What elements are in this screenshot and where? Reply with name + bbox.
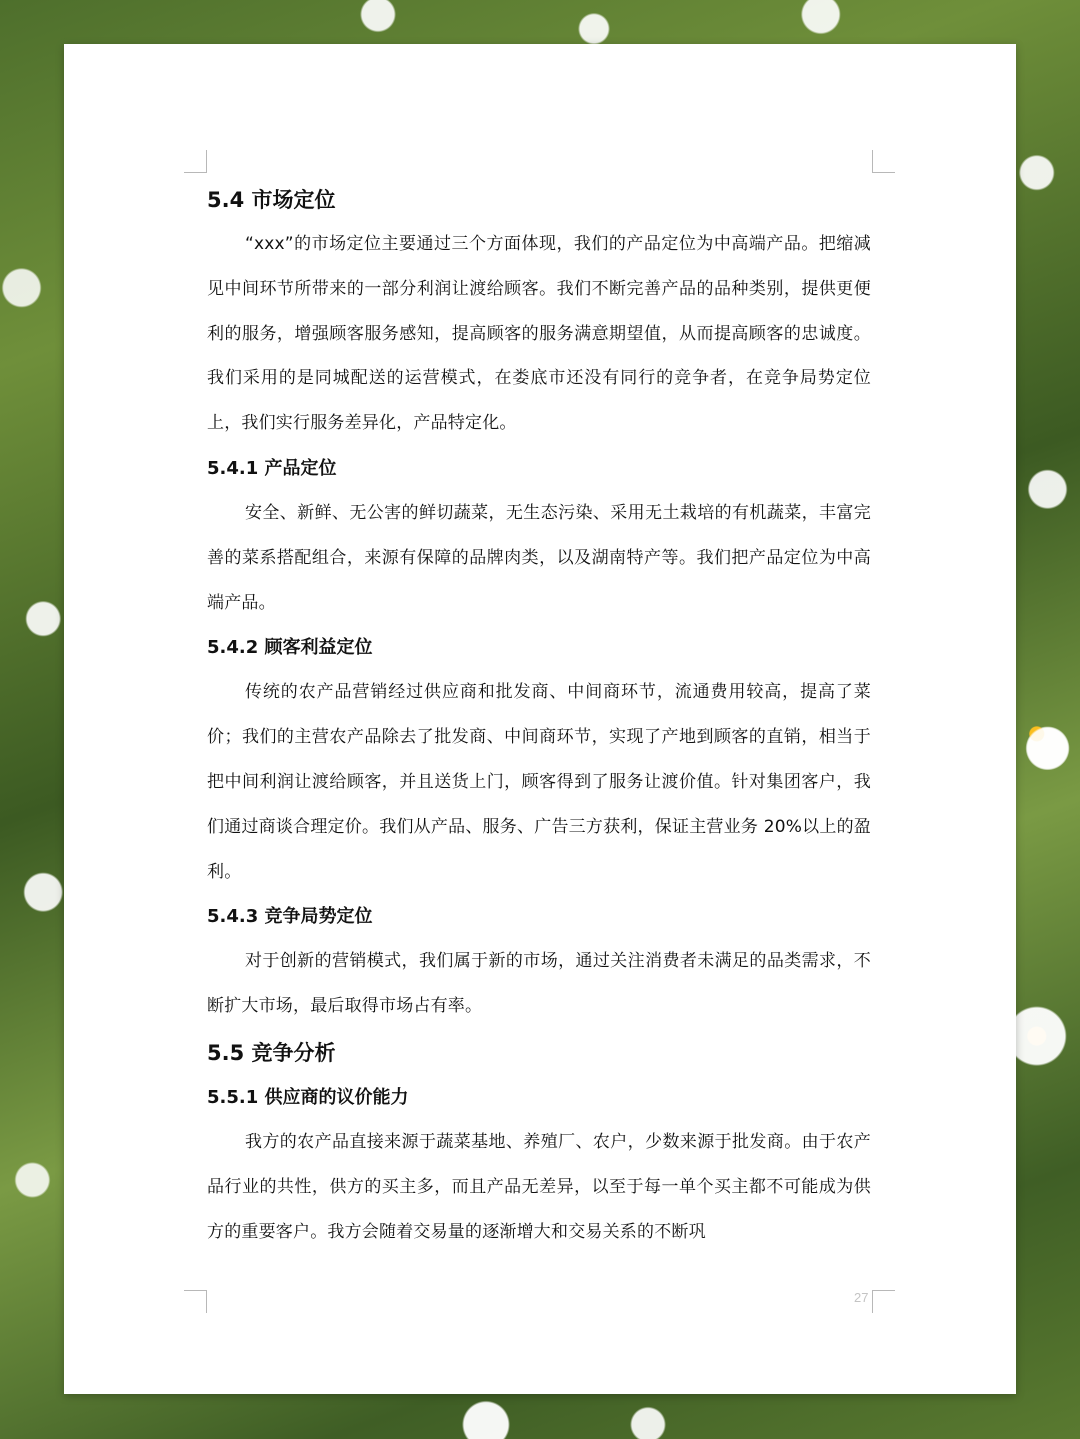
- subsection-heading-5-5-1: 5.5.1 供应商的议价能力: [207, 1086, 409, 1108]
- crop-mark-top-left: [184, 150, 207, 173]
- crop-mark-bottom-left: [184, 1290, 207, 1313]
- subsection-paragraph: 我方的农产品直接来源于蔬菜基地、养殖厂、农户，少数来源于批发商。由于农产品行业的共性，供方的买主多，而且产品无差异，以至于每一单个买主都不可能成为供方的重要客户。我方会随着交易量的逐渐增大和交易关系的不断巩: [207, 1131, 871, 1242]
- section-paragraph: “xxx”的市场定位主要通过三个方面体现，我们的产品定位为中高端产品。把缩减见中间环节所带来的一部分利润让渡给顾客。我们不断完善产品的品种类别，提供更便利的服务，增强顾客服务感知，提高顾客的服务满意期望值，从而提高顾客的忠诚度。我们采用的是同城配送的运营模式，在娄底市还没有同行的竞争者，在竞争局势定位上，我们实行服务差异化，产品特定化。: [207, 234, 871, 434]
- crop-mark-top-right: [872, 150, 895, 173]
- subsection-paragraph: 安全、新鲜、无公害的鲜切蔬菜，无生态污染、采用无土栽培的有机蔬菜，丰富完善的菜系搭配组合，来源有保障的品牌肉类，以及湖南特产等。我们把产品定位为中高端产品。: [207, 502, 871, 613]
- crop-mark-bottom-right: [872, 1290, 895, 1313]
- subsection-heading-5-4-3: 5.4.3 竞争局势定位: [207, 906, 373, 928]
- subsection-paragraph: 对于创新的营销模式，我们属于新的市场，通过关注消费者未满足的品类需求，不断扩大市场，最后取得市场占有率。: [207, 951, 871, 1017]
- subsection-heading-5-4-1: 5.4.1 产品定位: [207, 457, 337, 479]
- section-heading-5-5: 5.5 竞争分析: [207, 1040, 336, 1065]
- page-number: 27: [854, 1290, 869, 1305]
- page-content: [207, 178, 871, 1254]
- section-heading-5-4: 5.4 市场定位: [207, 188, 336, 212]
- subsection-heading-5-4-2: 5.4.2 顾客利益定位: [207, 637, 373, 659]
- subsection-paragraph: 传统的农产品营销经过供应商和批发商、中间商环节，流通费用较高，提高了菜价；我们的主营农产品除去了批发商、中间商环节，实现了产地到顾客的直销，相当于把中间利润让渡给顾客，并且送货上门，顾客得到了服务让渡价值。针对集团客户，我们通过商谈合理定价。我们从产品、服务、广告三方获利，保证主营业务 20%以上的盈利。: [207, 682, 871, 882]
- document-page: [64, 44, 1016, 1394]
